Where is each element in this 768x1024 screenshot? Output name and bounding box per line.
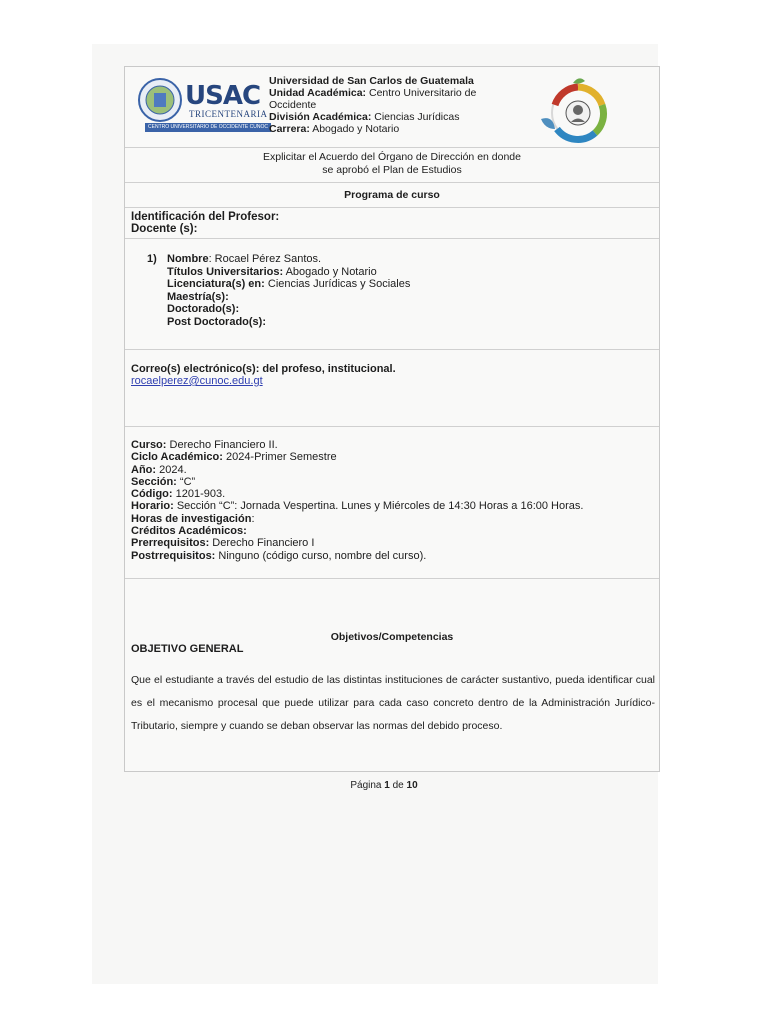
footer-total: 10 (406, 780, 418, 791)
ciclo-value: 2024-Primer Semestre (222, 451, 337, 464)
carrera-label: Carrera: (269, 123, 310, 135)
licenciatura-label: Licenciatura(s) en: (167, 278, 265, 290)
objetivos-row (125, 579, 659, 771)
correo-row (125, 349, 659, 427)
identificacion-label: Identificación del Profesor: (131, 211, 280, 223)
prerreq-value: Derecho Financiero I (209, 537, 315, 550)
usac-logo (135, 75, 268, 130)
footer-middle: de (389, 780, 407, 791)
header-text (269, 75, 509, 135)
header-row (125, 67, 659, 148)
identificacion-row (125, 207, 659, 239)
postreq-value: Ninguno (código curso, nombre del curso). (215, 549, 427, 562)
usac-wordmark: USAC (185, 81, 261, 111)
programa-title: Programa de curso (125, 183, 659, 208)
carrera-value: Abogado y Notario (312, 123, 400, 135)
acuerdo-line-1: Explicitar el Acuerdo del Órgano de Dirección en donde (263, 151, 521, 163)
objetivos-title: Objetivos/Competencias (330, 631, 454, 643)
curso-value: Derecho Financiero II. (166, 439, 278, 451)
seccion-value: “C” (176, 475, 196, 488)
anio-label: Año: (131, 463, 157, 476)
footer-prefix: Página (350, 780, 385, 791)
ciclo-label: Ciclo Académico: (131, 451, 223, 464)
seccion-label: Sección: (131, 475, 177, 488)
codigo-label: Código: (131, 488, 173, 501)
document-table (124, 66, 660, 772)
profesor-number: 1) (147, 253, 157, 265)
page-footer (0, 780, 768, 791)
docentes-label: Docente (s): (131, 223, 198, 235)
nombre-label: Nombre (167, 253, 209, 265)
titulos-value: Abogado y Notario (283, 265, 377, 278)
footer-page: 1 (384, 780, 390, 791)
cunoc-emblem-icon (533, 75, 623, 145)
investigacion-value: : (251, 512, 255, 525)
usac-tagline: TRICENTENARIA (189, 109, 268, 119)
division-value: Ciencias Jurídicas (374, 111, 460, 123)
usac-seal-icon (137, 77, 183, 123)
acuerdo-line-2: se aprobó el Plan de Estudios (322, 164, 462, 176)
nombre-value: : Rocael Pérez Santos. (208, 253, 322, 265)
objetivo-general-text: Que el estudiante a través del estudio de las distintas instituciones de carácter sustantivo, pueda identificar cual es el mecanismo procesal que puede utilizar para cada caso concreto dentro de la Administración Jurídico-Tributario, siempre y cuando se deban observar las normas del debido proceso. (131, 674, 655, 732)
maestria-label: Maestría(s): (167, 290, 229, 303)
profesor-row (125, 239, 659, 350)
postreq-label: Postrrequisitos: (131, 549, 216, 562)
profesor-details (167, 253, 410, 328)
doctorado-label: Doctorado(s): (167, 303, 240, 315)
university-name: Universidad de San Carlos de Guatemala (269, 75, 474, 87)
unidad-label: Unidad Académica: (269, 87, 367, 99)
investigacion-label: Horas de investigación (131, 512, 252, 525)
curso-row (125, 427, 659, 579)
unidad-value: Centro Universitario de Occidente (269, 87, 477, 111)
anio-value: 2024. (156, 463, 187, 476)
horario-value: Sección “C”: Jornada Vespertina. Lunes y Miércoles de 14:30 Horas a 16:00 Horas. (173, 500, 584, 513)
usac-band: CENTRO UNIVERSITARIO DE OCCIDENTE CUNOC (145, 123, 271, 132)
correo-label: Correo(s) electrónico(s): del profeso, institucional. (131, 363, 396, 375)
codigo-value: 1201-903. (172, 488, 226, 501)
acuerdo-row (125, 147, 659, 183)
titulos-label: Títulos Universitarios: (167, 265, 284, 278)
licenciatura-value: Ciencias Jurídicas y Sociales (264, 278, 411, 290)
horario-label: Horario: (131, 500, 174, 513)
division-label: División Académica: (269, 111, 372, 123)
creditos-label: Créditos Académicos: (131, 525, 247, 538)
email-link[interactable]: rocaelperez@cunoc.edu.gt (131, 375, 263, 387)
prerreq-label: Prerrequisitos: (131, 537, 210, 550)
postdoctorado-label: Post Doctorado(s): (167, 315, 266, 328)
objetivo-general-heading: OBJETIVO GENERAL (131, 643, 244, 655)
curso-label: Curso: (131, 439, 167, 451)
